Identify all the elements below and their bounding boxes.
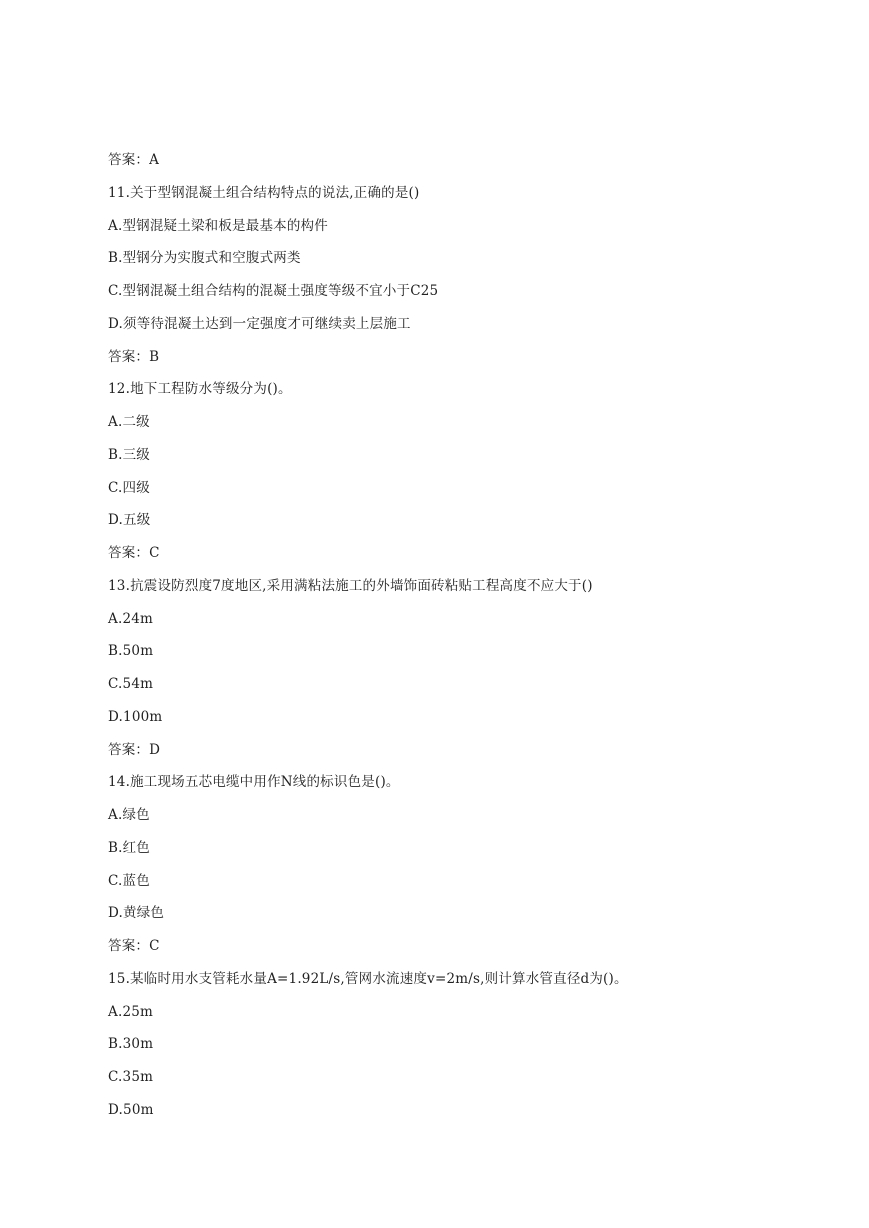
option-a: A.二级 — [108, 414, 150, 430]
option-a: A.25m — [108, 1003, 154, 1020]
option-c: C.四级 — [108, 479, 150, 496]
option-b: B.三级 — [108, 446, 151, 463]
option-b: B.红色 — [108, 839, 151, 856]
question-15: 15.某临时用水支管耗水量A=1.92L/s,管网水流速度v=2m/s,则计算水管直径d为()。 — [108, 970, 628, 987]
question-11: 11.关于型钢混凝土组合结构特点的说法,正确的是() — [108, 184, 420, 201]
option-b: B.30m — [108, 1036, 154, 1053]
question-text-block — [108, 150, 828, 1133]
question-14: 14.施工现场五芯电缆中用作N线的标识色是()。 — [108, 774, 400, 791]
question-13: 13.抗震设防烈度7度地区,采用满粘法施工的外墙饰面砖粘贴工程高度不应大于() — [108, 577, 593, 594]
option-b: B.型钢分为实腹式和空腹式两类 — [108, 250, 301, 267]
answer-line: 答案：C — [108, 545, 160, 561]
option-a: A.绿色 — [108, 807, 150, 823]
option-c: C.型钢混凝土组合结构的混凝土强度等级不宜小于C25 — [108, 283, 439, 299]
option-a: A.型钢混疑土梁和板是最基本的构件 — [108, 217, 328, 234]
option-d: D.五级 — [108, 512, 151, 529]
option-c: C.54m — [108, 676, 154, 692]
answer-line: 答案：C — [108, 938, 160, 954]
option-d: D.100m — [108, 708, 163, 725]
answer-line: 答案：D — [108, 741, 161, 758]
option-d: D.黄绿色 — [108, 905, 165, 922]
answer-line: 答案：B — [108, 348, 160, 365]
question-12: 12.地下工程防水等级分为()。 — [108, 381, 292, 398]
option-b: B.50m — [108, 643, 154, 660]
option-d: D.须等待混凝土达到一定强度才可继续卖上层施工 — [108, 315, 411, 332]
option-a: A.24m — [108, 610, 154, 627]
option-c: C.蓝色 — [108, 872, 150, 889]
option-d: D.50m — [108, 1101, 154, 1118]
answer-line: 答案：A — [108, 152, 160, 168]
option-c: C.35m — [108, 1069, 154, 1085]
